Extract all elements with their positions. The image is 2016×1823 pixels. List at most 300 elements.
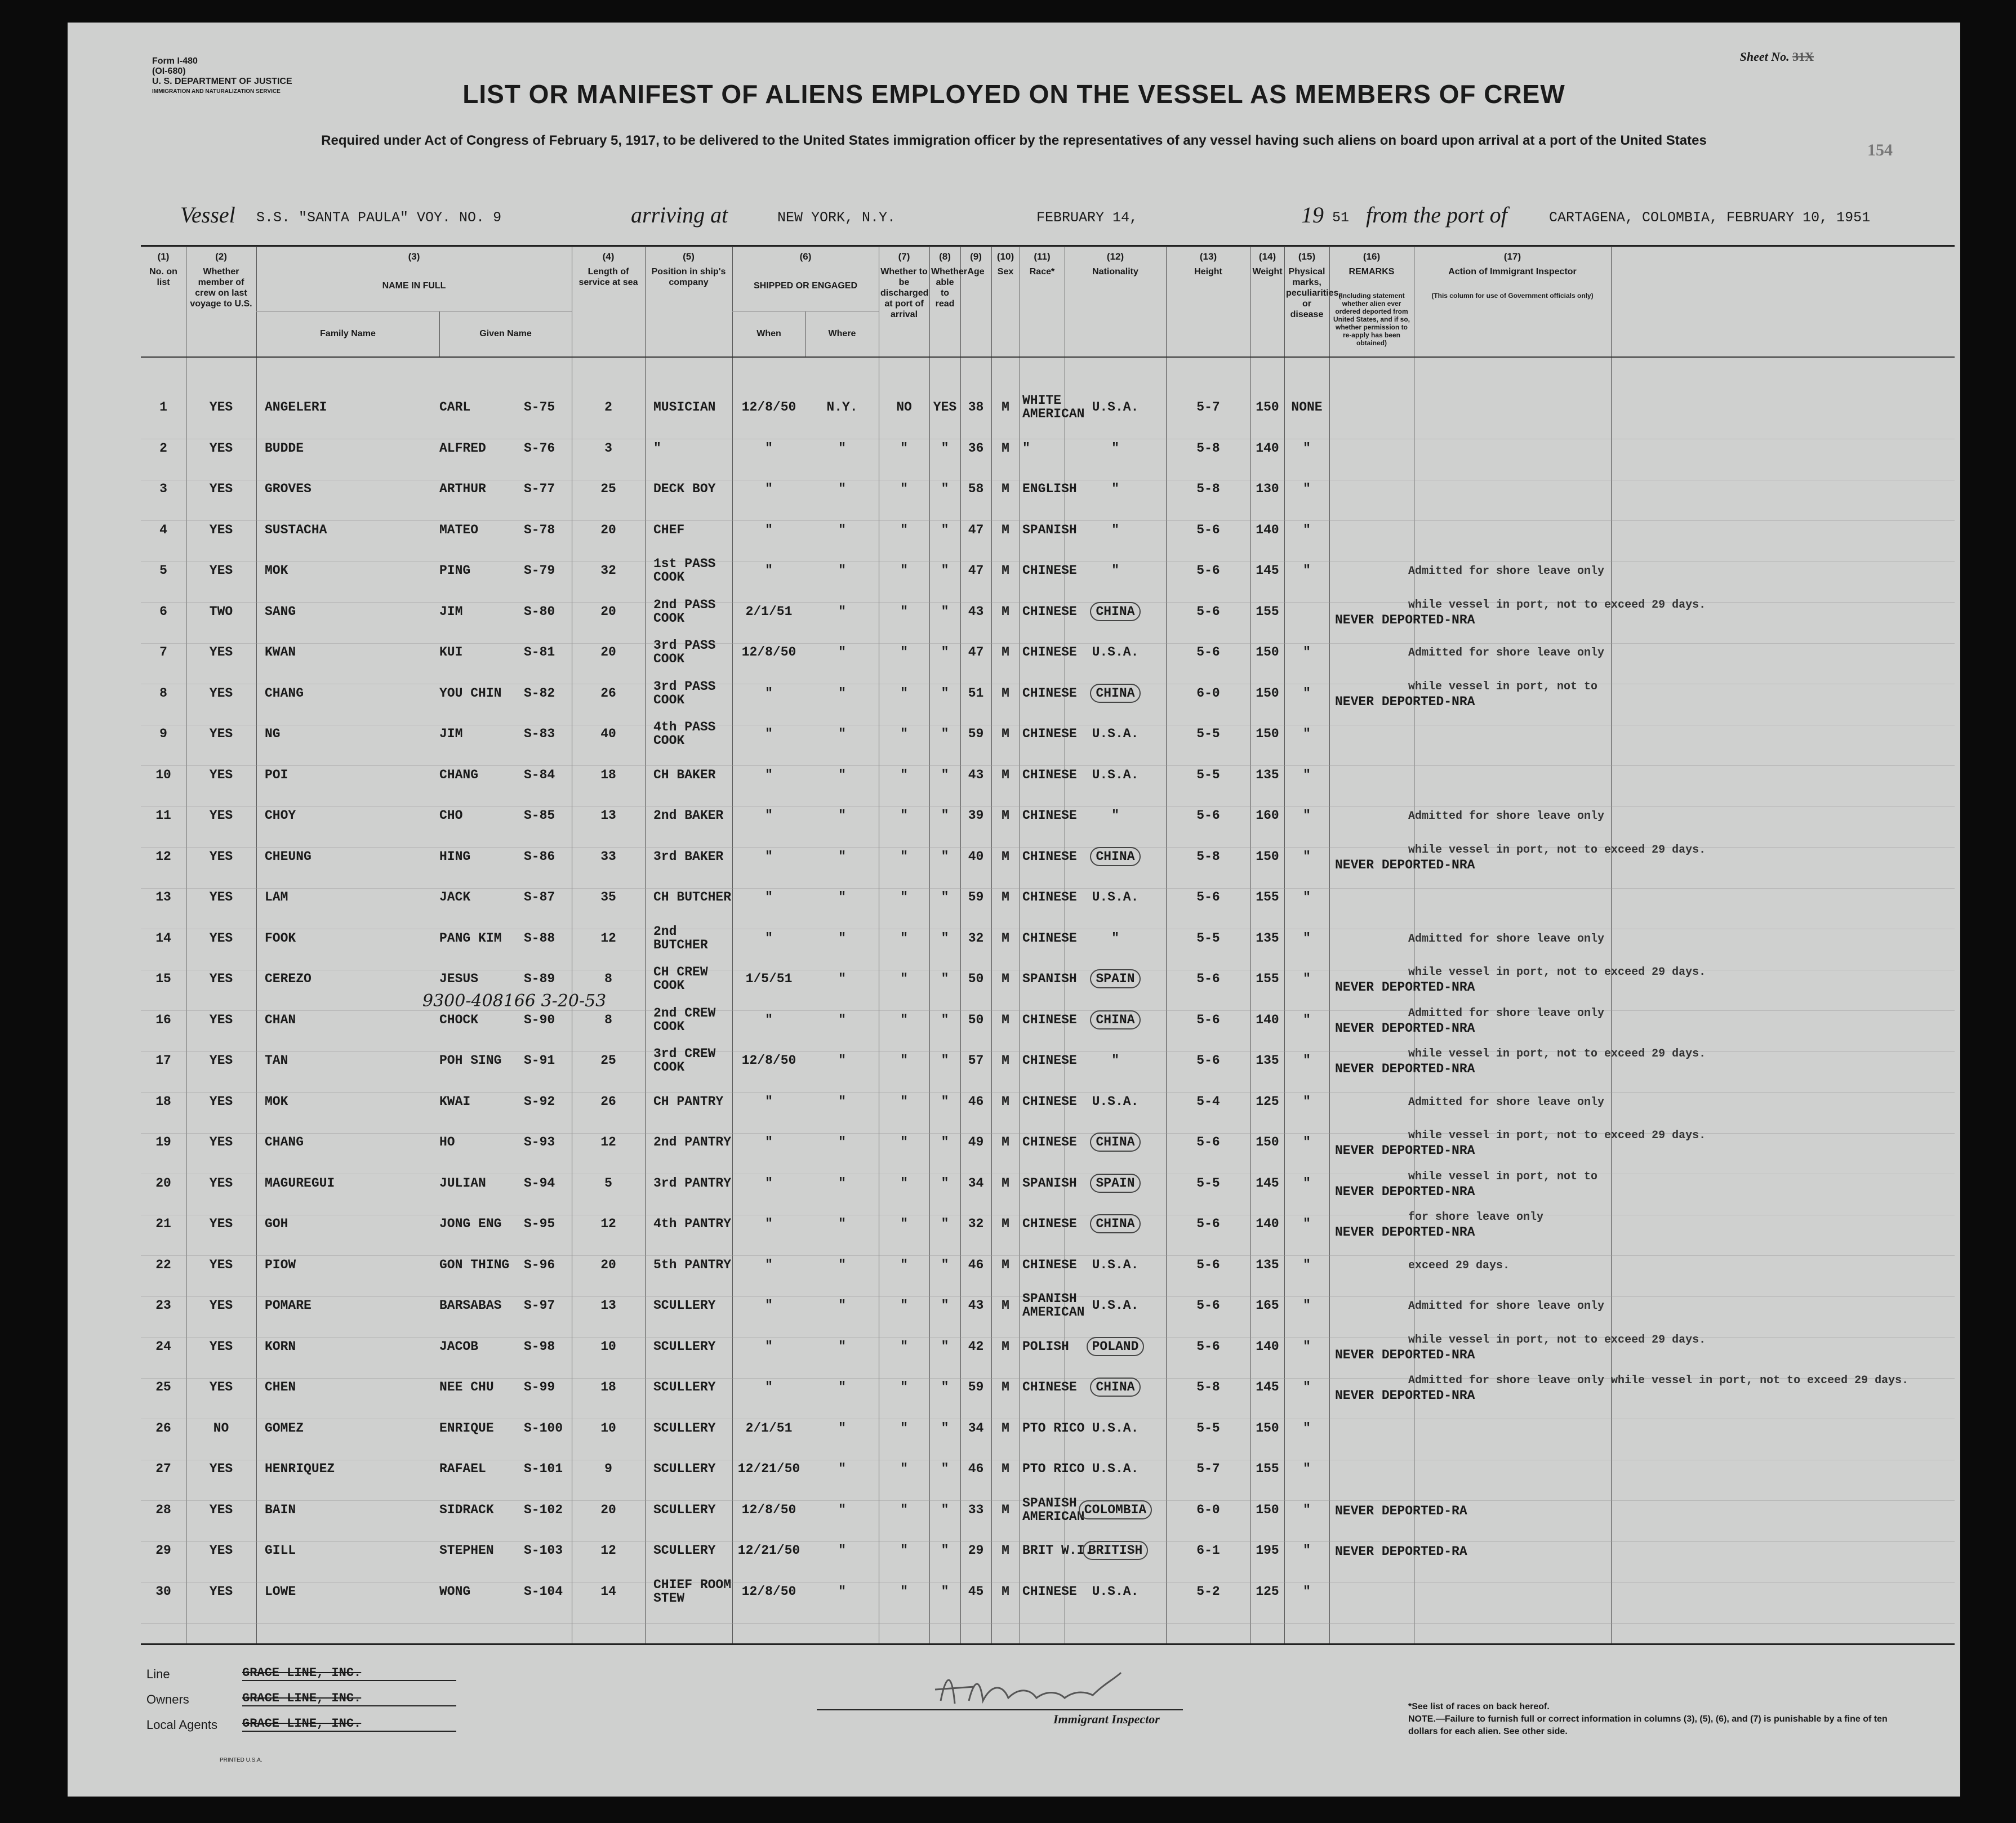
cell-nationality-text: " [1111,482,1119,496]
cell-family-text: CEREZO [265,971,311,986]
cell-weight-text: 155 [1256,971,1279,986]
cell-where-text: " [838,971,846,986]
cell-remarks [1335,717,1949,753]
cell-service [572,595,645,629]
cell-no [141,758,186,792]
cell-sex-text: M [1002,1094,1009,1109]
cell-height [1166,921,1250,955]
cell-read-text: " [941,1012,949,1027]
cell-no-text: 3 [159,482,167,496]
cell-weight [1250,1452,1284,1486]
row-divider [141,1623,1955,1624]
column-divider [1329,247,1330,1643]
cell-given [439,635,524,669]
cell-weight-text: 130 [1256,482,1279,496]
cell-when-text: " [765,1380,773,1394]
cell-race-text: CHINESE [1022,1053,1077,1068]
cell-discharged [879,513,929,547]
cell-service [572,554,645,587]
cell-position-text: DECK BOY [653,482,716,496]
cell-service-text: 33 [600,849,616,864]
admitted-stamp: Admitted for shore leave only [1408,565,1605,578]
cell-where-text: " [838,482,846,496]
cell-given-text: JACK [439,890,471,904]
cell-no [141,554,186,587]
cell-when [732,676,805,710]
cell-prev-text: YES [209,1298,233,1313]
cell-position-text: CH CREW COOK [653,965,708,993]
cell-discharged [879,1575,929,1608]
cell-marks [1284,390,1329,424]
cell-service-text: 14 [600,1584,616,1599]
cell-no-text: 24 [155,1339,171,1354]
remarks-text: NEVER DEPORTED-NRA [1335,980,1475,995]
cell-sex [991,1125,1020,1159]
cell-prev [186,390,256,424]
cell-book [524,1289,575,1322]
cell-height [1166,431,1250,465]
cell-book [524,840,575,873]
manifest-sheet [68,23,1960,1797]
cell-no [141,635,186,669]
cell-read [929,880,960,914]
cell-sex-text: M [1002,767,1009,782]
cell-marks [1284,1534,1329,1567]
cell-marks-text: " [1303,1380,1311,1394]
cell-sex-text: M [1002,1216,1009,1231]
cell-race [1022,799,1077,832]
cell-race-text: CHINESE [1022,1380,1077,1394]
cell-prev-text: YES [209,930,233,946]
cell-position-text: 2nd PASS COOK [653,597,716,626]
cell-age [960,595,991,629]
cell-no-text: 15 [155,971,171,986]
cell-sex [991,758,1020,792]
cell-no [141,1330,186,1363]
cell-nationality-text: BRITISH [1083,1541,1149,1560]
cell-position-text: 5th PANTRY [653,1257,732,1272]
cell-discharged-text: " [900,1216,908,1231]
cell-weight [1250,1534,1284,1567]
cell-no-text: 19 [155,1135,171,1149]
cell-read [929,1207,960,1241]
cell-where-text: " [838,1420,846,1436]
cell-given [439,717,524,751]
cell-discharged-text: " [900,1175,908,1191]
cell-given-text: PING [439,563,471,578]
cell-position-text: CHIEF ROOM STEW [653,1577,732,1606]
cell-when-text: 12/8/50 [741,1053,796,1068]
cell-nationality-text: " [1111,930,1119,946]
cell-when [732,390,805,424]
cell-where-text: " [838,440,846,456]
cell-age-text: 57 [968,1053,984,1068]
cell-book-text: S-75 [524,400,555,414]
cell-race-text: CHINESE [1022,604,1077,619]
cell-height-text: 6-1 [1196,1543,1220,1558]
cell-weight [1250,921,1284,955]
cell-given [439,1166,524,1200]
cell-discharged-text: " [900,1298,908,1313]
cell-height-text: 5-6 [1196,1053,1220,1068]
agents-label: Local Agents [146,1718,217,1732]
cell-weight-text: 165 [1256,1298,1279,1313]
cell-marks-text: " [1303,440,1311,456]
service: IMMIGRATION AND NATURALIZATION SERVICE [152,88,281,95]
cell-remarks [1335,1575,1949,1611]
admitted-stamp: Admitted for shore leave only [1408,810,1605,823]
cell-no-text: 8 [159,685,167,701]
cell-marks [1284,1207,1329,1241]
cell-book-text: S-90 [524,1012,555,1027]
admitted-stamp: Admitted for shore leave only while vessel in port, not to exceed 29 days. [1408,1374,1909,1387]
cell-prev-text: YES [209,1053,233,1068]
cell-when [732,1575,805,1608]
cell-family [265,1411,366,1445]
cell-no [141,1085,186,1118]
cell-position [653,1207,732,1241]
cell-family-text: CHOY [265,808,296,823]
cell-height [1166,880,1250,914]
cell-remarks [1335,472,1949,508]
cell-family [265,472,366,506]
cell-where [805,595,879,629]
cell-family-text: MAGUREGUI [265,1175,335,1191]
cell-when [732,1452,805,1486]
cell-where-text: " [838,1584,846,1599]
cell-position [653,1289,732,1322]
remarks-text: NEVER DEPORTED-NRA [1335,1225,1475,1240]
cell-weight [1250,431,1284,465]
cell-discharged-text: " [900,645,908,659]
cell-no-text: 2 [159,440,167,456]
cell-prev-text: YES [209,440,233,456]
cell-marks-text: " [1303,685,1311,701]
cell-given-text: CARL [439,400,471,414]
cell-position [653,513,732,547]
cell-nationality [1065,1166,1166,1200]
cell-discharged [879,1166,929,1200]
cell-marks [1284,431,1329,465]
cell-marks [1284,595,1329,629]
cell-sex [991,1289,1020,1322]
cell-where-text: " [838,1094,846,1109]
cell-discharged [879,676,929,710]
departure-port: CARTAGENA, COLOMBIA, FEBRUARY 10, 1951 [1549,210,1871,226]
cell-race [1022,1125,1077,1159]
sheet-value: 31X [1792,50,1814,64]
cell-sex-text: M [1002,726,1009,741]
column-number: (2) [215,251,227,262]
cell-weight-text: 140 [1256,1216,1279,1231]
cell-discharged-text: NO [896,400,912,414]
cell-weight-text: 125 [1256,1584,1279,1599]
cell-given [439,676,524,710]
cell-race-text: SPANISH [1022,522,1077,537]
cell-race-text: CHINESE [1022,1135,1077,1149]
cell-service-text: 20 [600,604,616,619]
cell-nationality-text: COLOMBIA [1079,1500,1152,1519]
column-number: (5) [683,251,695,262]
cell-weight-text: 140 [1256,522,1279,537]
cell-given [439,1289,524,1322]
cell-discharged-text: " [900,482,908,496]
cell-marks-text: " [1303,1094,1311,1109]
department: U. S. DEPARTMENT OF JUSTICE [152,77,292,86]
cell-sex [991,431,1020,465]
cell-when [732,962,805,996]
cell-book [524,799,575,832]
cell-weight [1250,962,1284,996]
cell-height [1166,635,1250,669]
cell-marks-text: " [1303,890,1311,904]
cell-race [1022,921,1077,955]
cell-position [653,676,732,710]
cell-race-text: CHINESE [1022,1216,1077,1231]
cell-prev-text: YES [209,808,233,823]
remarks-text: NEVER DEPORTED-NRA [1335,1143,1475,1158]
cell-age-text: 43 [968,604,984,619]
cell-family [265,717,366,751]
cell-height [1166,554,1250,587]
cell-weight-text: 160 [1256,808,1279,823]
cell-where [805,1085,879,1118]
cell-weight-text: 135 [1256,930,1279,946]
cell-prev-text: YES [209,1216,233,1231]
cell-position-text: SCULLERY [653,1420,716,1436]
admitted-stamp: Admitted for shore leave only [1408,1095,1605,1109]
cell-race [1022,1534,1093,1567]
cell-read [929,962,960,996]
cell-height [1166,1534,1250,1567]
cell-remarks [1335,1166,1949,1202]
cell-nationality-text: U.S.A. [1092,1257,1139,1272]
cell-marks-text: " [1303,1420,1311,1436]
cell-sex-text: M [1002,1543,1009,1558]
cell-position-text: CH BUTCHER [653,890,732,904]
cell-read-text: " [941,1094,949,1109]
cell-read [929,799,960,832]
cell-race-text: CHINESE [1022,1012,1077,1027]
cell-position [653,717,732,751]
cell-race [1022,962,1077,996]
cell-position [653,1330,732,1363]
cell-where-text: " [838,808,846,823]
admitted-stamp: while vessel in port, not to exceed 29 days. [1408,1129,1706,1142]
column-divider [645,247,646,1643]
cell-no-text: 14 [155,930,171,946]
cell-when [732,1534,805,1567]
cell-given [439,1411,524,1445]
cell-no-text: 26 [155,1420,171,1436]
admitted-stamp: while vessel in port, not to exceed 29 days. [1408,966,1706,979]
cell-no-text: 4 [159,522,167,537]
cell-when-text: " [765,849,773,864]
cell-no [141,595,186,629]
cell-age [960,921,991,955]
footer [141,1656,1955,1791]
cell-remarks [1335,554,1949,590]
cell-read-text: " [941,522,949,537]
cell-when-text: 1/5/51 [745,971,793,986]
cell-book-text: S-93 [524,1135,555,1149]
cell-read-text: " [941,1380,949,1394]
cell-service-text: 32 [600,563,616,578]
cell-read-text: " [941,1420,949,1436]
cell-position [653,1370,732,1404]
cell-age [960,840,991,873]
cell-height-text: 5-8 [1196,849,1220,864]
cell-family-text: TAN [265,1053,288,1068]
cell-discharged-text: " [900,563,908,578]
cell-read-text: " [941,971,949,986]
cell-family [265,390,366,424]
cell-prev-text: NO [213,1420,229,1436]
cell-age-text: 46 [968,1461,984,1476]
cell-weight-text: 125 [1256,1094,1279,1109]
cell-service-text: 20 [600,1502,616,1517]
cell-marks-text: " [1303,1175,1311,1191]
cell-age [960,962,991,996]
cell-where [805,921,879,955]
cell-service-text: 2 [604,400,612,414]
cell-read [929,676,960,710]
cell-where [805,1452,879,1486]
cell-given-text: KUI [439,645,463,659]
column-header: Length of service at sea [578,267,638,287]
column-number: (13) [1199,251,1217,262]
cell-book [524,1044,575,1077]
cell-given-text: JONG ENG [439,1216,502,1231]
cell-marks [1284,758,1329,792]
cell-discharged-text: " [900,1135,908,1149]
cell-marks-text: " [1303,645,1311,659]
cell-nationality [1065,513,1166,547]
cell-read [929,840,960,873]
cell-read-text: " [941,1216,949,1231]
cell-marks [1284,513,1329,547]
cell-nationality [1065,1289,1166,1322]
cell-discharged-text: " [900,1420,908,1436]
cell-weight [1250,758,1284,792]
cell-no-text: 1 [159,400,167,414]
cell-family-text: NG [265,726,281,741]
cell-race [1022,1289,1085,1322]
cell-when-text: " [765,1175,773,1191]
cell-position [653,758,732,792]
cell-height [1166,1330,1250,1363]
cell-age-text: 33 [968,1502,984,1517]
cell-sex [991,1493,1020,1527]
cell-sex [991,1370,1020,1404]
cell-height-text: 5-7 [1196,400,1220,414]
cell-family-text: FOOK [265,930,296,946]
cell-marks [1284,1166,1329,1200]
cell-height [1166,1207,1250,1241]
cell-given-text: BARSABAS [439,1298,502,1313]
cell-book [524,431,575,465]
cell-discharged [879,717,929,751]
cell-book-text: S-78 [524,522,555,537]
cell-where [805,1003,879,1037]
cell-remarks [1335,1370,1949,1406]
cell-given [439,1575,524,1608]
cell-when [732,1125,805,1159]
cell-height-text: 5-8 [1196,440,1220,456]
owners-value: GRACE LINE, INC. [242,1691,456,1706]
cell-remarks [1335,1003,1949,1039]
cell-read [929,595,960,629]
cell-prev-text: YES [209,1012,233,1027]
cell-family-text: HENRIQUEZ [265,1461,335,1476]
page-subtitle: Required under Act of Congress of February 5, 1917, to be delivered to the United States immigration officer by the representatives of any vessel having such aliens on board upon arrival at a port of the United States [321,133,1707,148]
column-number: (9) [970,251,982,262]
cell-nationality [1065,880,1166,914]
cell-service-text: 25 [600,1053,616,1068]
cell-given [439,840,524,873]
cell-family-text: GOMEZ [265,1420,304,1436]
cell-where [805,390,879,424]
cell-nationality [1065,1003,1166,1037]
cell-discharged [879,635,929,669]
cell-discharged [879,840,929,873]
column-number: (4) [602,251,615,262]
cell-position [653,1575,732,1608]
cell-book [524,1085,575,1118]
cell-prev [186,1575,256,1608]
cell-book [524,1370,575,1404]
column-number: (14) [1258,251,1276,262]
cell-position-text: 4th PASS COOK [653,720,716,748]
cell-when [732,921,805,955]
cell-service-text: 12 [600,1543,616,1558]
cell-position-text: SCULLERY [653,1380,716,1394]
cell-family-text: CHEN [265,1380,296,1394]
column-number: (15) [1298,251,1316,262]
cell-race [1022,1044,1077,1077]
cell-given-text: PANG KIM [439,930,502,946]
cell-given [439,1125,524,1159]
column-number: (1) [157,251,170,262]
cell-weight [1250,390,1284,424]
cell-book-text: S-100 [524,1420,563,1436]
cell-family-text: KWAN [265,645,296,659]
cell-when-text: 12/8/50 [741,1502,796,1517]
cell-nationality [1065,921,1166,955]
cell-height-text: 5-6 [1196,1216,1220,1231]
cell-sex [991,840,1020,873]
admitted-stamp: while vessel in port, not to exceed 29 days. [1408,843,1706,857]
cell-given [439,595,524,629]
cell-prev [186,513,256,547]
admitted-stamp: Admitted for shore leave only [1408,1006,1605,1020]
cell-read-text: " [941,685,949,701]
cell-marks-text: " [1303,563,1311,578]
cell-race-text: CHINESE [1022,563,1077,578]
cell-given [439,1044,524,1077]
cell-race-text: SPANISH [1022,971,1077,986]
cell-no-text: 13 [155,890,171,904]
cell-read [929,431,960,465]
cell-weight-text: 155 [1256,890,1279,904]
cell-age-text: 32 [968,930,984,946]
cell-height [1166,1411,1250,1445]
cell-given-text: KWAI [439,1094,471,1109]
cell-service [572,1207,645,1241]
cell-discharged-text: " [900,849,908,864]
cell-family [265,431,366,465]
cell-where [805,1575,879,1608]
